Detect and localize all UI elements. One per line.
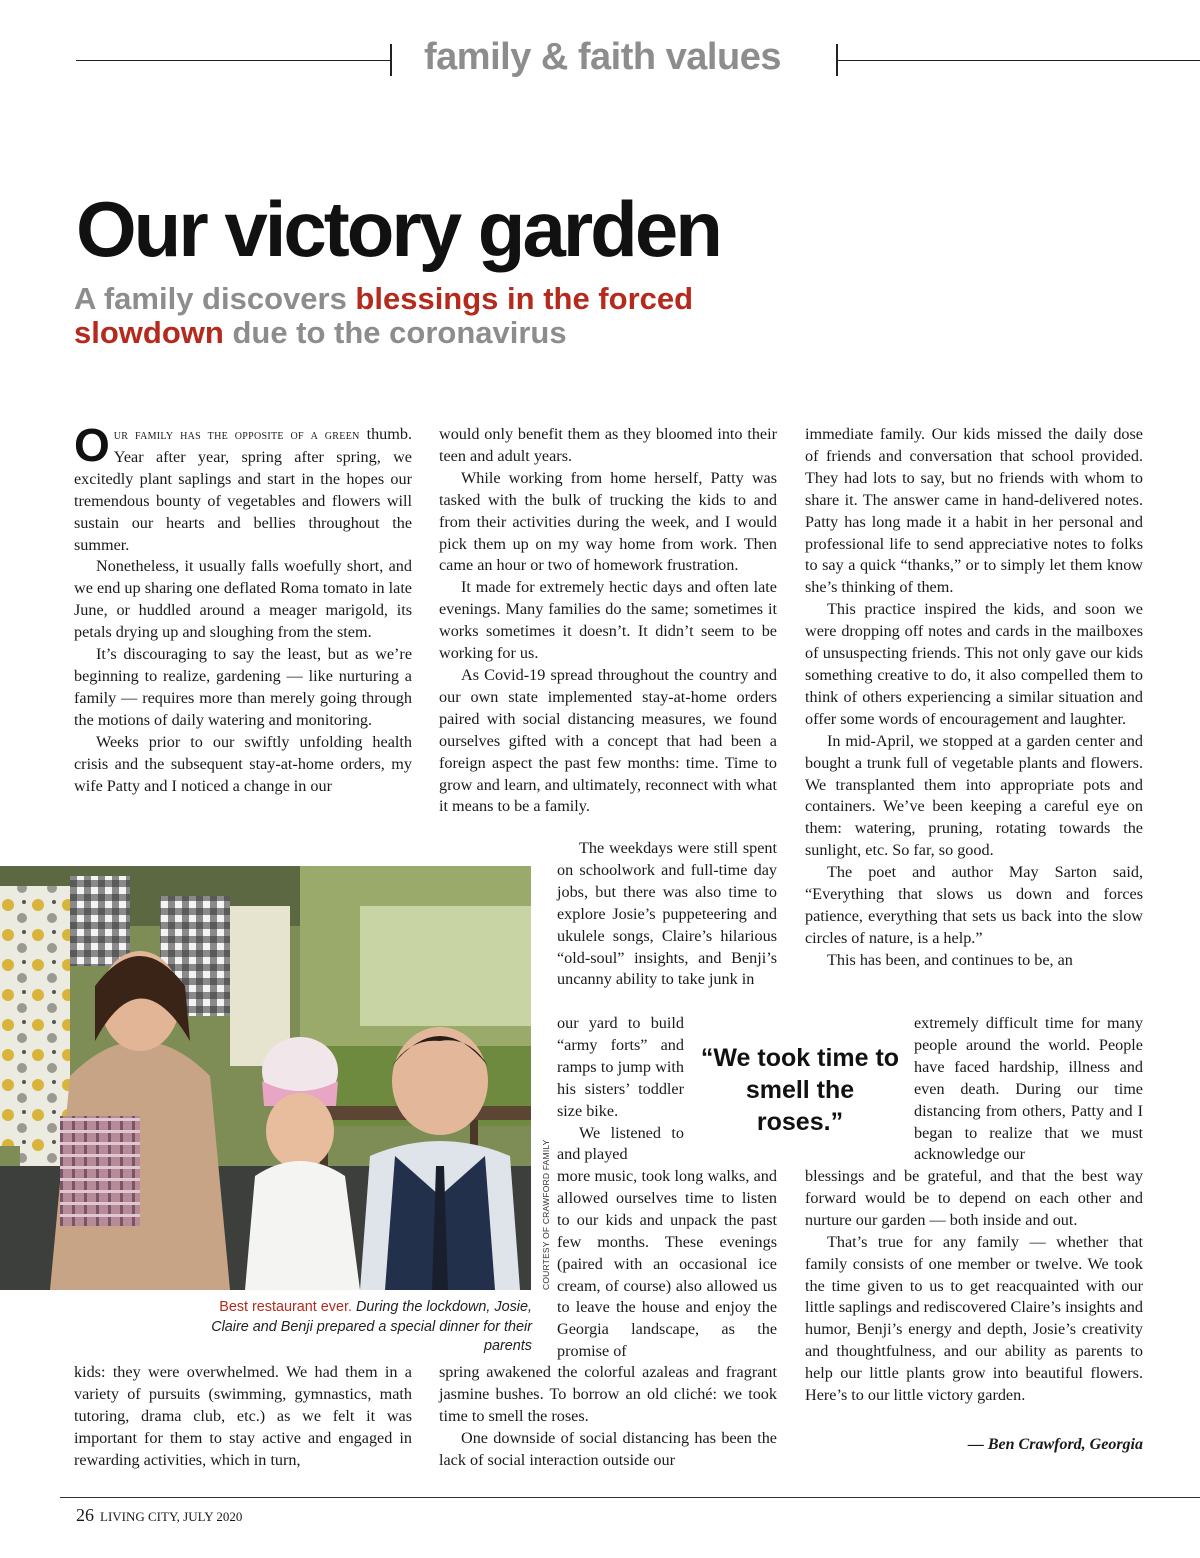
page-footer bbox=[76, 1505, 242, 1526]
subtitle-part-1: A family discovers bbox=[74, 281, 356, 316]
header-rule-left bbox=[76, 60, 392, 61]
paragraph: Nonetheless, it usually falls woefully short, and we end up sharing one deflated Roma tomato in late June, or huddled around a meager marigold, its petals drying up and sloughing from the stem. bbox=[74, 557, 412, 642]
paragraph: It’s discouraging to say the least, but as we’re beginning to realize, gardening — like nurturing a family — requires more than merely going through the motions of daily watering and monitoring. bbox=[74, 645, 412, 729]
subtitle-highlight: blessings in the forced slowdown bbox=[74, 281, 694, 350]
article-subtitle bbox=[74, 282, 814, 350]
paragraph: The weekdays were still spent on schoolwork and full-time day jobs, but there was also time to explore Josie’s puppeteering and ukulele songs, Claire’s hilarious “old-soul” insights, and Benji’s uncanny ability to take junk in bbox=[557, 839, 777, 989]
drop-cap: O bbox=[74, 419, 110, 471]
paragraph bbox=[74, 419, 412, 556]
page-number: 26 bbox=[76, 1505, 94, 1525]
paragraph: kids: they were overwhelmed. We had them in a variety of pursuits (swimming, gymnastics, math tutoring, drama club, etc.) as we felt it was important for them to stay active and engaged in rewarding activities, which in turn, bbox=[74, 1363, 412, 1469]
paragraph: We listened to and played bbox=[557, 1123, 684, 1164]
publication-info: LIVING CITY, JULY 2020 bbox=[100, 1509, 243, 1524]
byline: — Ben Crawford, Georgia bbox=[967, 1436, 1143, 1453]
column-2-lower bbox=[557, 1166, 777, 1363]
column-2-pullquote-wrap bbox=[557, 1013, 684, 1166]
caption-lead: Best restaurant ever. bbox=[219, 1299, 353, 1315]
paragraph: extremely difficult time for many people around the world. People have faced hardship, illness and even death. During our time distancing from others, Patty and I began to realize that we must acknowledge our bbox=[914, 1014, 1143, 1164]
pull-quote: “We took time to smell the roses.” bbox=[700, 1044, 900, 1136]
column-3-pullquote-wrap bbox=[914, 1013, 1143, 1166]
paragraph: immediate family. Our kids missed the daily dose of friends and conversation that school provided. They had lots to say, but no friends with whom to share it. The answer came in hand-delivered notes. Patty has long made it a habit in her personal and professional life to send appreciative notes to folks to say a quick “thanks,” or to simply let them know she’s thinking of them. bbox=[805, 425, 1143, 597]
paragraph: That’s true for any family — whether that family consists of one member or twelve. We took the time given to us to get reacquainted with our little saplings and rediscovered Claire’s insights and humor, Benji’s energy and depth, Josie’s creativity and thoughtfulness, and our ability as parents to help our little plants grow into beautiful flowers. Here’s to our little victory garden. bbox=[805, 1232, 1143, 1405]
paragraph: Weeks prior to our swiftly unfolding health crisis and the subsequent stay-at-home orders, my wife Patty and I noticed a change in our bbox=[74, 732, 412, 795]
paragraph: It made for extremely hectic days and often late evenings. Many families do the same; sometimes it works sometimes it doesn’t. It didn’t seem to be working for us. bbox=[439, 578, 777, 663]
caption-text: During the lockdown, Josie, Claire and Benji prepared a special dinner for their parents bbox=[211, 1299, 532, 1354]
lead-in: ur family has the opposite of a green bbox=[113, 428, 360, 443]
column-1 bbox=[74, 419, 412, 797]
section-label: family & faith values bbox=[424, 36, 781, 78]
header-rule-right bbox=[838, 60, 1200, 61]
paragraph: our yard to build “army forts” and ramps to jump with his sisters’ toddler size bike. bbox=[557, 1014, 684, 1120]
footer-rule bbox=[60, 1497, 1200, 1498]
column-2-bottom bbox=[439, 1362, 777, 1472]
paragraph: more music, took long walks, and allowed ourselves time to listen to our kids and unpack the past few months. These evenings (paired with an occasional ice cream, of course) also allowed us to leave the house and enjoy the Georgia landscape, as the promise of bbox=[557, 1167, 777, 1361]
paragraph: The poet and author May Sarton said, “Everything that slows us down and forces patience, everything that sets us back into the slow circles of nature, is a help.” bbox=[805, 863, 1143, 947]
family-photo bbox=[0, 866, 531, 1290]
photo-illustration bbox=[0, 866, 531, 1290]
article-title: Our victory garden bbox=[76, 185, 720, 273]
paragraph: While working from home herself, Patty was tasked with the bulk of trucking the kids to and from their activities during the week, and I would pick them up on my way home from work. Then came an hour or two of homework frustration. bbox=[439, 468, 777, 575]
paragraph-text: thumb. Year after year, spring after spring, we excitedly plant saplings and start in the hopes our tremendous bounty of vegetables and flowers will sustain our hearts and bellies throughout the summer. bbox=[74, 425, 412, 554]
column-1-continued bbox=[74, 1362, 412, 1472]
paragraph: spring awakened the colorful azaleas and fragrant jasmine bushes. To borrow an old cliché: we took time to smell the roses. bbox=[439, 1363, 777, 1425]
photo-credit-text: COURTESY OF CRAWFORD FAMILY bbox=[541, 1139, 551, 1290]
paragraph: One downside of social distancing has been the lack of social interaction outside our bbox=[439, 1428, 777, 1469]
paragraph: As Covid-19 spread throughout the country and our own state implemented stay-at-home orders paired with social distancing measures, we found ourselves gifted with a concept that had been a foreign aspect the past few months: time. Time to grow and learn, and ultimately, reconnect with what it means to be a family. bbox=[439, 665, 777, 816]
paragraph: This practice inspired the kids, and soon we were dropping off notes and cards in the mailboxes of unsuspecting friends. This not only gave our kids something creative to do, it also compelled them to think of others experiencing a similar situation and offer some words of encouragement and laughter. bbox=[805, 600, 1143, 728]
paragraph: This has been, and continues to be, an bbox=[827, 950, 1073, 969]
subtitle-part-3: due to the coronavirus bbox=[223, 315, 567, 350]
paragraph: In mid-April, we stopped at a garden center and bought a trunk full of vegetable plants and flowers. We transplanted them into appropriate pots and containers. We’ve been keeping a careful eye on them: watering, pruning, rotating towards the sunlight, etc. So far, so good. bbox=[805, 731, 1143, 860]
header-tick-left bbox=[390, 44, 392, 76]
column-2-narrow bbox=[557, 838, 777, 991]
column-2-top bbox=[439, 424, 777, 818]
column-3-bottom bbox=[805, 1166, 1143, 1407]
paragraph: would only benefit them as they bloomed into their teen and adult years. bbox=[439, 425, 777, 465]
paragraph: blessings and be grateful, and that the best way forward would be to depend on each other and nurture our garden — both inside and out. bbox=[805, 1167, 1143, 1229]
column-3-top bbox=[805, 424, 1143, 972]
photo-caption bbox=[200, 1298, 532, 1357]
photo-credit bbox=[531, 1139, 551, 1290]
